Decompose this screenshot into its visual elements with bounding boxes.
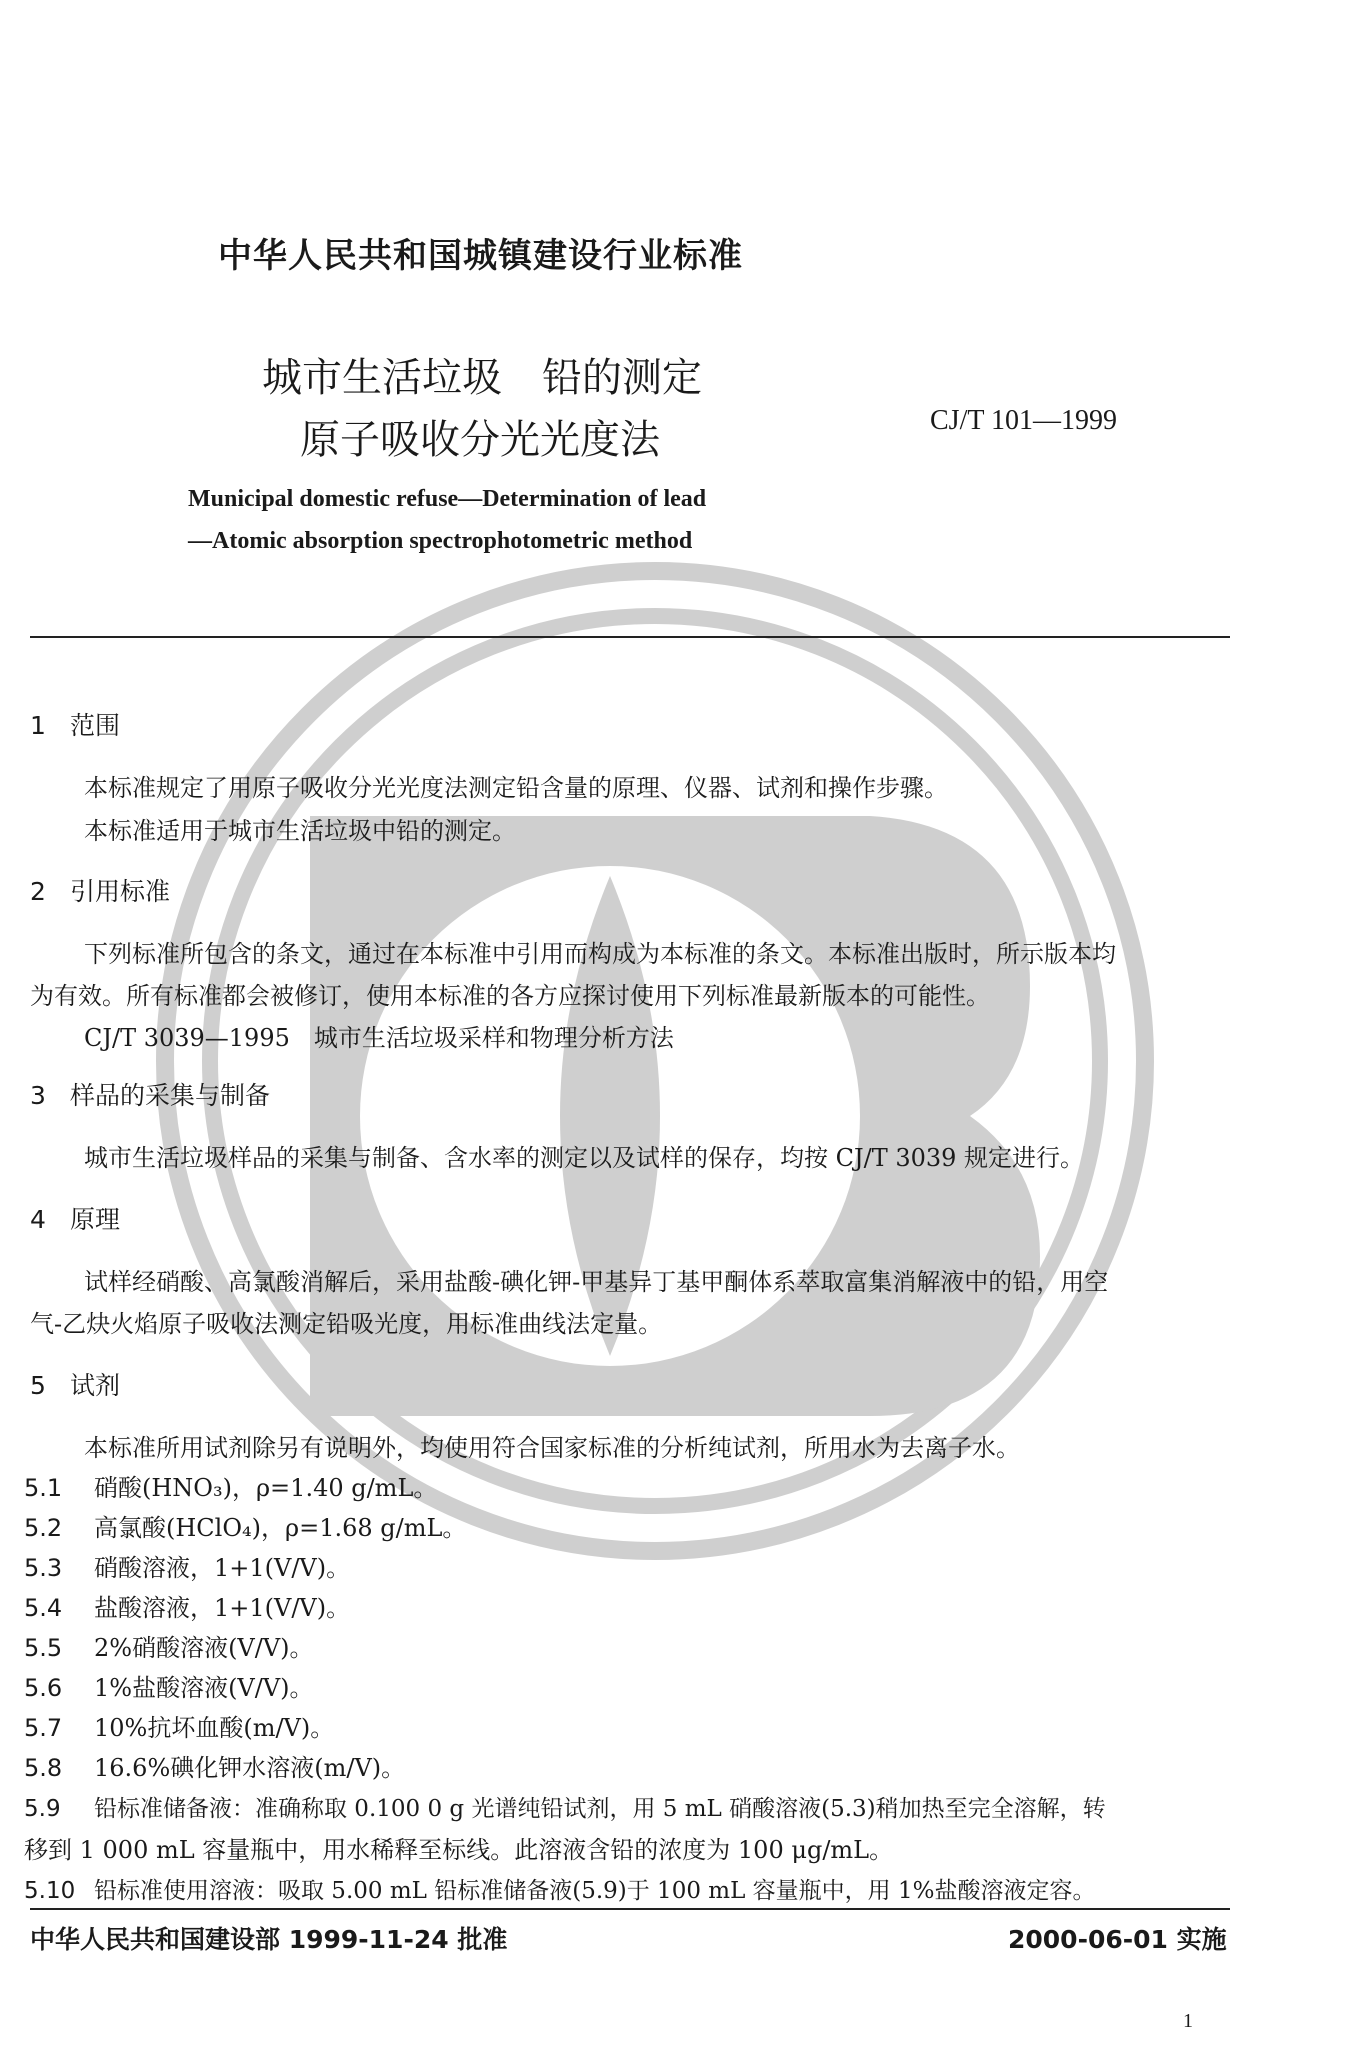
- clause-5-3: [24, 1548, 350, 1583]
- page-number: 1: [1183, 2010, 1193, 2032]
- section-title: 引用标准: [70, 877, 171, 906]
- section-3-paragraph: 城市生活垃圾样品的采集与制备、含水率的测定以及试样的保存，均按 CJ/T 3039 规定进行。: [84, 1144, 1085, 1172]
- clause-number: 5.6: [24, 1674, 63, 1702]
- section-5-intro: 本标准所用试剂除另有说明外，均使用符合国家标准的分析纯试剂，所用水为去离子水。: [84, 1434, 1020, 1462]
- clause-text: 高氯酸(HClO₄)，ρ=1.68 g/mL。: [94, 1514, 467, 1542]
- section-2-paragraph-line-1: 下列标准所包含的条文，通过在本标准中引用而构成为本标准的条文。本标准出版时，所示版本均: [84, 940, 1116, 968]
- clause-text: 硝酸溶液，1+1(V/V)。: [94, 1554, 351, 1582]
- clause-number: 5.8: [24, 1754, 63, 1782]
- clause-number: 5.3: [24, 1554, 63, 1582]
- section-number: 5: [30, 1371, 46, 1400]
- clause-number: 5.10: [24, 1878, 76, 1904]
- section-title: 试剂: [70, 1371, 121, 1400]
- section-number: 1: [30, 711, 46, 740]
- clause-5-2: [24, 1508, 466, 1543]
- clause-text: 铅标准储备液：准确称取 0.100 0 g 光谱纯铅试剂，用 5 mL 硝酸溶液(5.3)稍加热至完全溶解，转: [94, 1796, 1106, 1822]
- clause-5-9-continuation: 移到 1 000 mL 容量瓶中，用水稀释至标线。此溶液含铅的浓度为 100 μg/mL。: [24, 1836, 894, 1864]
- clause-text: 16.6%碘化钾水溶液(m/V)。: [94, 1754, 406, 1782]
- section-4-paragraph-line-1: 试样经硝酸、高氯酸消解后，采用盐酸-碘化钾-甲基异丁基甲酮体系萃取富集消解液中的铅，用空: [84, 1268, 1109, 1296]
- standard-title-line-1: 城市生活垃圾 铅的测定: [262, 355, 702, 401]
- section-2-paragraph-line-2: 为有效。所有标准都会被修订，使用本标准的各方应探讨使用下列标准最新版本的可能性。: [30, 982, 990, 1010]
- clause-text: 10%抗坏血酸(m/V)。: [94, 1714, 335, 1742]
- clause-number: 5.9: [24, 1796, 61, 1822]
- section-2-heading: [30, 872, 170, 908]
- section-title: 原理: [70, 1205, 121, 1234]
- clause-5-8: [24, 1748, 405, 1783]
- standard-code: CJ/T 101—1999: [930, 405, 1117, 436]
- clause-number: 5.2: [24, 1514, 63, 1542]
- section-1-paragraph-2: 本标准适用于城市生活垃圾中铅的测定。: [84, 817, 516, 845]
- clause-number: 5.7: [24, 1714, 63, 1742]
- footer-divider: [30, 1908, 1230, 1910]
- section-4-paragraph-line-2: 气-乙炔火焰原子吸收法测定铅吸光度，用标准曲线法定量。: [30, 1310, 663, 1338]
- clause-number: 5.1: [24, 1474, 63, 1502]
- section-number: 2: [30, 877, 46, 906]
- watermark-emblem-icon: [150, 556, 1160, 1566]
- clause-5-1: [24, 1468, 437, 1503]
- clause-text: 硝酸(HNO₃)，ρ=1.40 g/mL。: [94, 1474, 438, 1502]
- clause-text: 盐酸溶液，1+1(V/V)。: [94, 1594, 351, 1622]
- effective-date: 2000-06-01 实施: [1008, 1925, 1227, 1954]
- clause-text: 2%硝酸溶液(V/V)。: [94, 1634, 314, 1662]
- clause-5-9: [24, 1790, 1106, 1823]
- clause-5-7: [24, 1708, 334, 1743]
- approval-date: 中华人民共和国建设部 1999-11-24 批准: [30, 1925, 508, 1954]
- header-divider: [30, 636, 1230, 638]
- section-3-heading: [30, 1076, 270, 1112]
- clause-number: 5.4: [24, 1594, 63, 1622]
- english-title-line-1: Municipal domestic refuse—Determination of lead: [188, 486, 707, 512]
- clause-5-4: [24, 1588, 350, 1623]
- section-5-heading: [30, 1366, 120, 1402]
- section-number: 3: [30, 1081, 46, 1110]
- clause-text: 铅标准使用溶液：吸取 5.00 mL 铅标准储备液(5.9)于 100 mL 容量瓶中，用 1%盐酸溶液定容。: [94, 1878, 1096, 1904]
- section-1-paragraph-1: 本标准规定了用原子吸收分光光度法测定铅含量的原理、仪器、试剂和操作步骤。: [84, 774, 948, 802]
- section-title: 范围: [70, 711, 121, 740]
- section-4-heading: [30, 1200, 120, 1236]
- issuing-body-heading: 中华人民共和国城镇建设行业标准: [218, 236, 743, 276]
- english-title-line-2: —Atomic absorption spectrophotometric method: [188, 528, 693, 554]
- section-number: 4: [30, 1205, 46, 1234]
- section-2-reference: CJ/T 3039—1995 城市生活垃圾采样和物理分析方法: [84, 1024, 674, 1052]
- section-1-heading: [30, 706, 120, 742]
- standard-title-line-2: 原子吸收分光光度法: [300, 417, 660, 463]
- clause-text: 1%盐酸溶液(V/V)。: [94, 1674, 314, 1702]
- clause-5-6: [24, 1668, 314, 1703]
- clause-number: 5.5: [24, 1634, 63, 1662]
- clause-5-10: [24, 1872, 1095, 1905]
- clause-5-5: [24, 1628, 314, 1663]
- section-title: 样品的采集与制备: [70, 1081, 271, 1110]
